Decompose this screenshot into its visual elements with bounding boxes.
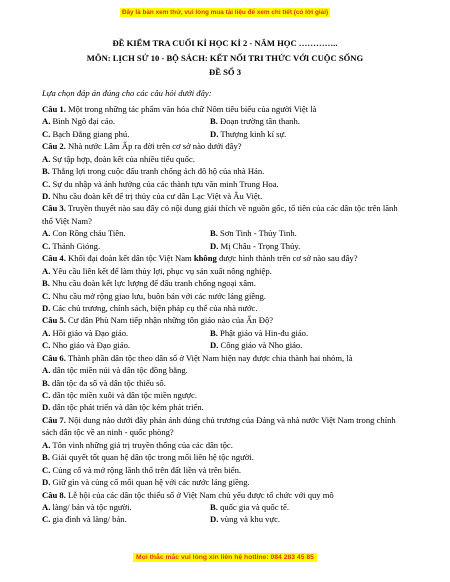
- option-d[interactable]: D. Thượng kinh kí sự.: [210, 128, 287, 139]
- option-b[interactable]: B. Nhu cầu đoàn kết lực lượng để đấu tranh chống ngoại xâm.: [42, 278, 256, 289]
- question-4: Câu 4. Khối đại đoàn kết dân tộc Việt Nam không được hình thành trên cơ sở nào sau đây?: [42, 253, 358, 264]
- option-a[interactable]: A. Yêu cầu liên kết để làm thủy lợi, phục vụ sản xuất nông nghiệp.: [42, 265, 272, 276]
- option-c[interactable]: C. gia đình và làng/ bản.: [42, 514, 127, 525]
- option-d[interactable]: D. Công giáo và Nho giáo.: [210, 340, 303, 351]
- option-b[interactable]: B. quốc gia và quốc tế.: [210, 501, 290, 512]
- question-3-continued: thổ Việt Nam?: [42, 215, 92, 226]
- exam-title: ĐỀ KIỂM TRA CUỐI KÌ HỌC KÌ 2 - NĂM HỌC …………..: [112, 38, 338, 48]
- option-c[interactable]: C. Nhu cầu mở rộng giao lưu, buôn bán với các nước láng giềng.: [42, 290, 266, 301]
- subject-line: MÔN: LỊCH SỬ 10 - BỘ SÁCH: KẾT NỐI TRI THỨC VỚI CUỘC SỐNG: [86, 53, 364, 63]
- option-b[interactable]: B. Phật giáo và Hin-đu giáo.: [210, 327, 309, 338]
- option-a[interactable]: A. Sự tập hợp, đoàn kết của nhiều tiểu quốc.: [42, 153, 195, 164]
- question-8-options-cd: [42, 513, 420, 525]
- option-d[interactable]: D. Các chủ trương, chính sách, biện pháp cụ thể của nhà nước.: [42, 302, 258, 313]
- question-1: Câu 1. Một trong những tác phẩm văn hóa chữ Nôm tiêu biểu của người Việt là: [42, 103, 317, 114]
- question-3: Câu 3. Truyền thuyết nào sau đây có nội dung giải thích về nguồn gốc, tổ tiên của các dân tộc trên lãnh: [42, 203, 398, 214]
- option-c[interactable]: C. dân tộc miền xuôi và dân tộc miền ngược.: [42, 390, 198, 400]
- question-3-options-cd: [42, 240, 420, 252]
- option-b[interactable]: B. dân tộc đa số và dân tộc thiểu số.: [42, 377, 166, 388]
- preview-banner: Đây là bản xem thử, vui lòng mua tài liệu để xem chi tiết (có lời giải): [121, 9, 329, 16]
- option-a[interactable]: A. làng/ bản và tộc người.: [42, 501, 132, 512]
- question-1-options-cd: [42, 128, 420, 140]
- option-b[interactable]: B. Đoạn trường tân thanh.: [210, 116, 300, 127]
- option-d[interactable]: D. dân tộc phát triển và dân tộc kém phát triển.: [42, 402, 204, 413]
- option-c[interactable]: C. Nho giáo và Đạo giáo.: [42, 340, 131, 351]
- question-7: Câu 7. Nội dung nào dưới đây phản ánh đúng chủ trương của Đảng và nhà nước Việt Nam trong chính: [42, 414, 396, 425]
- option-c[interactable]: C. Củng cố và mở rộng lãnh thổ trên đất liền và trên biển.: [42, 464, 242, 475]
- option-c[interactable]: C. Bạch Đằng giang phú.: [42, 128, 130, 139]
- question-5: Câu 5. Cư dân Phù Nam tiếp nhận những tôn giáo nào của Ấn Độ?: [42, 315, 274, 326]
- question-2: Câu 2. Nhà nước Lâm Ấp ra đời trên cơ sở nào dưới đây?: [42, 141, 242, 152]
- option-b[interactable]: B. Thắng lợi trong cuộc đấu tranh chống ách đô hộ của nhà Hán.: [42, 166, 265, 177]
- option-b[interactable]: B. Giải quyết tốt quan hệ dân tộc trong mối liên hệ tộc người.: [42, 452, 254, 463]
- question-8-options-ab: [42, 501, 420, 513]
- option-a[interactable]: A. Con Rồng cháu Tiên.: [42, 228, 126, 239]
- question-5-options-ab: [42, 327, 420, 339]
- instruction: Lựa chọn đáp án đúng cho các câu hỏi dưới đây:: [42, 88, 212, 98]
- hotline-footer: Mọi thắc mắc vui lòng xin liên hệ hotline: 084 283 45 85: [0, 554, 450, 561]
- question-8: Câu 8. Lễ hội của các dân tộc thiểu số ở Việt Nam chủ yếu được tổ chức với quy mô: [42, 489, 334, 500]
- question-5-options-cd: [42, 339, 420, 351]
- option-a[interactable]: A. Bình Ngô đại cáo.: [42, 116, 116, 127]
- option-c[interactable]: C. Sự du nhập và ảnh hưởng của các thành tựu văn minh Trung Hoa.: [42, 178, 279, 189]
- question-6: Câu 6. Thành phần dân tộc theo dân số ở Việt Nam hiện nay được chia thành hai nhóm, là: [42, 352, 353, 363]
- option-b[interactable]: B. Sơn Tinh - Thủy Tinh.: [210, 228, 297, 239]
- exam-number: ĐỀ SỐ 3: [209, 67, 241, 77]
- option-a[interactable]: A. Hồi giáo và Đạo giáo.: [42, 327, 129, 338]
- option-a[interactable]: A. Tôn vinh những giá trị truyền thống của các dân tộc.: [42, 439, 233, 450]
- option-c[interactable]: C. Thánh Gióng.: [42, 240, 101, 251]
- option-d[interactable]: D. Mị Châu - Trọng Thủy.: [210, 240, 301, 251]
- option-d[interactable]: D. vùng và khu vực.: [210, 514, 281, 525]
- option-d[interactable]: D. Nhu cầu đoàn kết để trị thủy của cư dân Lạc Việt và Âu Việt.: [42, 191, 263, 201]
- option-d[interactable]: D. Giữ gìn và củng cố mối quan hệ với các nước láng giềng.: [42, 477, 250, 488]
- question-1-options-ab: [42, 115, 420, 127]
- option-a[interactable]: A. dân tộc miền núi và dân tộc đồng bằng.: [42, 365, 188, 376]
- question-list: [42, 88, 420, 526]
- question-3-options-ab: [42, 227, 420, 239]
- question-7-continued: sách dân tộc về an ninh - quốc phòng?: [42, 427, 174, 438]
